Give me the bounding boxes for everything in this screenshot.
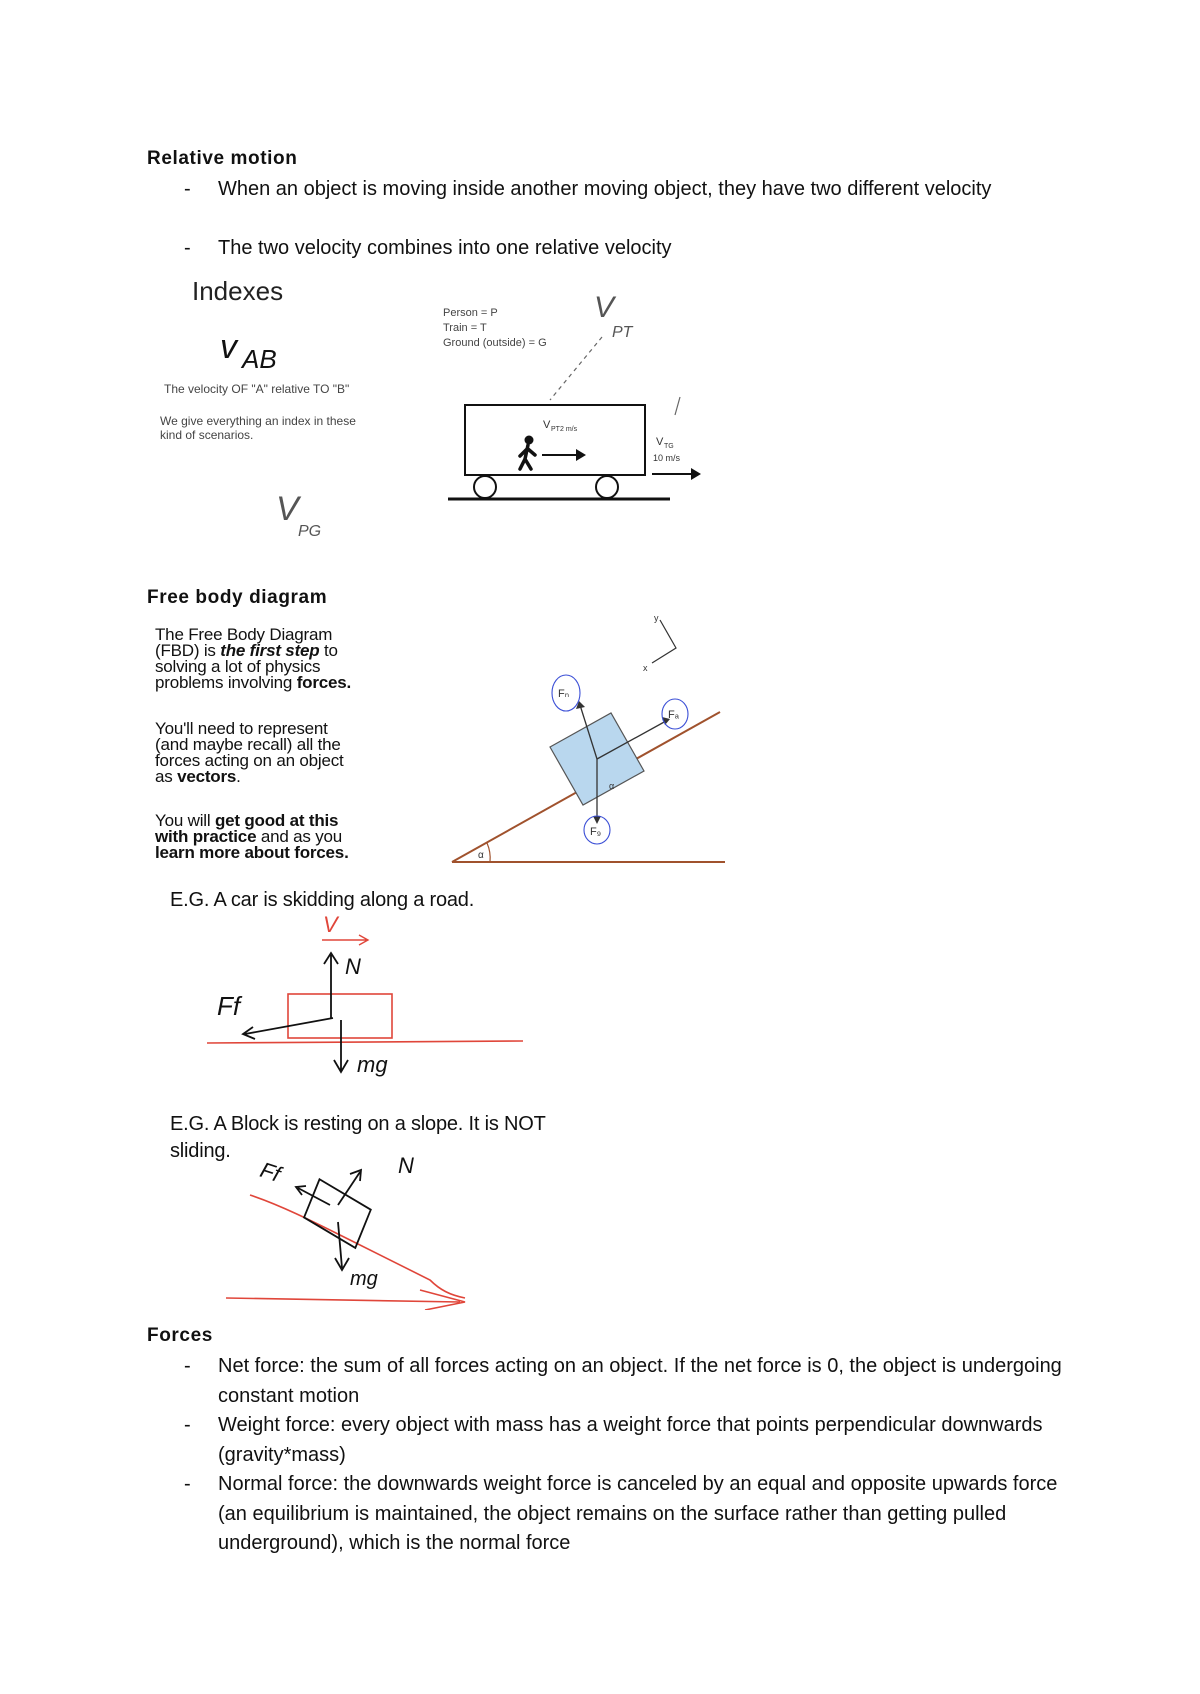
handwritten-vpt bbox=[550, 291, 634, 400]
bullet-text: When an object is moving inside another moving object, they have two different velocity bbox=[218, 178, 992, 200]
bullet-dash: - bbox=[184, 237, 191, 259]
fbd-emphasis: forces. bbox=[296, 673, 352, 692]
friction-arrow bbox=[296, 1186, 330, 1205]
bullet-dash: - bbox=[184, 1355, 191, 1377]
legend-person: Person = P bbox=[443, 307, 498, 319]
label-fg: F₉ bbox=[590, 826, 602, 838]
normal-force-arrow bbox=[338, 1170, 361, 1205]
vtg-label: V bbox=[656, 436, 664, 448]
hand-vpt-v: V bbox=[594, 291, 615, 324]
fbd-text: You will bbox=[155, 811, 215, 830]
axis-lines bbox=[652, 620, 676, 663]
car-ff-label: Ff bbox=[217, 991, 241, 1021]
indexes-figure-svg bbox=[150, 265, 730, 550]
fbd-text: . bbox=[236, 767, 241, 786]
hand-vpg-v: V bbox=[276, 490, 299, 528]
train-wheel-right bbox=[596, 476, 618, 498]
normal-force-arrow bbox=[324, 953, 338, 1018]
fbd-text: problems involving bbox=[155, 673, 297, 692]
label-fa: Fₐ bbox=[668, 709, 679, 721]
section-heading-relative-motion: Relative motion bbox=[147, 148, 298, 169]
fbd-text: to bbox=[319, 641, 338, 660]
vab-subscript: AB bbox=[242, 344, 277, 374]
section-heading-forces: Forces bbox=[147, 1325, 213, 1346]
fbd-text: as bbox=[155, 767, 178, 786]
arrow-head bbox=[691, 468, 701, 480]
fbd-text: The Free Body Diagram bbox=[155, 625, 333, 644]
bullet-dash: - bbox=[184, 1473, 191, 1495]
fbd-text: and as you bbox=[256, 827, 343, 846]
block-mg-label: mg bbox=[350, 1268, 378, 1290]
bullet-dash: - bbox=[184, 1414, 191, 1436]
block-fbd-svg bbox=[220, 1150, 480, 1310]
bullet-text: Net force: the sum of all forces acting on an object. If the net force is 0, the object is undergoing constant motion bbox=[218, 1355, 1062, 1407]
car-mg-label: mg bbox=[357, 1052, 388, 1077]
ground-curve bbox=[226, 1290, 465, 1310]
car-n-label: N bbox=[345, 954, 361, 979]
section-heading-free-body-diagram: Free body diagram bbox=[147, 587, 328, 608]
fbd-paragraph-1 bbox=[155, 627, 455, 691]
train-wheel-left bbox=[474, 476, 496, 498]
arrow-head bbox=[576, 701, 585, 709]
axis-x-label: x bbox=[643, 663, 648, 673]
bullet-text: The two velocity combines into one relative velocity bbox=[218, 237, 672, 259]
fbd-paragraph-3 bbox=[155, 813, 455, 861]
arrow-head bbox=[593, 816, 601, 824]
legend-train: Train = T bbox=[443, 322, 487, 334]
fbd-text: You'll need to represent bbox=[155, 719, 328, 738]
fbd-emphasis: with practice bbox=[155, 827, 257, 846]
block-n-label: N bbox=[398, 1153, 414, 1178]
axis-y-label: y bbox=[654, 613, 659, 623]
fbd-emphasis: the first step bbox=[220, 641, 320, 660]
train-body bbox=[465, 405, 645, 475]
label-fn: Fₙ bbox=[558, 688, 570, 700]
indexes-title: Indexes bbox=[192, 276, 284, 306]
handwritten-vpg bbox=[276, 490, 321, 540]
angle-alpha: α bbox=[478, 850, 484, 861]
weight-arrow bbox=[334, 1020, 348, 1072]
car-fbd-sketch bbox=[205, 910, 535, 1095]
car-v-label: V bbox=[323, 912, 338, 937]
angle-alpha-2: α bbox=[609, 781, 615, 791]
bullet-dash: - bbox=[184, 178, 191, 200]
hand-vpg-sub: PG bbox=[298, 523, 322, 540]
legend-ground: Ground (outside) = G bbox=[443, 337, 547, 349]
block-fbd-sketch bbox=[220, 1150, 480, 1310]
dashed-pointer bbox=[550, 337, 602, 400]
hand-vpt-sub: PT bbox=[612, 324, 633, 341]
fbd-text: forces acting on an object bbox=[155, 751, 344, 770]
block-ff-label: Ff bbox=[257, 1156, 284, 1187]
example-block-title-line2: sliding. bbox=[170, 1140, 231, 1162]
vpt-sub: PT bbox=[551, 426, 560, 433]
indexes-figure bbox=[150, 265, 730, 550]
vtg-sub: TG bbox=[664, 443, 674, 450]
fbd-text: (and maybe recall) all the bbox=[155, 735, 341, 754]
index-note-line1: We give everything an index in these bbox=[160, 414, 356, 428]
weight-arrow bbox=[335, 1222, 349, 1270]
fbd-paragraph-2 bbox=[155, 721, 455, 785]
vab-symbol: v bbox=[220, 328, 237, 366]
fbd-text: solving a lot of physics bbox=[155, 657, 321, 676]
hand-tick bbox=[675, 397, 680, 415]
fbd-emphasis: vectors bbox=[177, 767, 237, 786]
bullet-text: Weight force: every object with mass has a weight force that points perpendicular downwards (gravity*mass) bbox=[218, 1414, 1043, 1466]
vpt-label: V bbox=[543, 419, 551, 431]
example-block-title-line1: E.G. A Block is resting on a slope. It is NOT bbox=[170, 1113, 546, 1135]
vab-caption: The velocity OF "A" relative TO "B" bbox=[164, 382, 350, 396]
road-line bbox=[207, 1041, 523, 1043]
fbd-emphasis: get good at this bbox=[214, 811, 339, 830]
vtg-speed: 10 m/s bbox=[653, 453, 681, 463]
bullet-text: Normal force: the downwards weight force is canceled by an equal and opposite upwards force (an equilibrium is maintained, the object remains on the surface rather than getting pulled underground), which is the normal force bbox=[218, 1473, 1058, 1554]
fbd-text: (FBD) is bbox=[155, 641, 221, 660]
vpt-speed: 2 m/s bbox=[560, 426, 578, 433]
car-fbd-svg bbox=[205, 910, 535, 1095]
angle-arc bbox=[487, 843, 490, 862]
fbd-emphasis: learn more about forces. bbox=[155, 843, 349, 862]
car-box bbox=[288, 994, 392, 1038]
slope-fbd-svg bbox=[440, 605, 730, 870]
slope-fbd-diagram bbox=[440, 605, 730, 870]
index-note-line2: kind of scenarios. bbox=[160, 428, 254, 442]
block-outline bbox=[301, 1178, 374, 1249]
example-car-title: E.G. A car is skidding along a road. bbox=[170, 889, 475, 911]
